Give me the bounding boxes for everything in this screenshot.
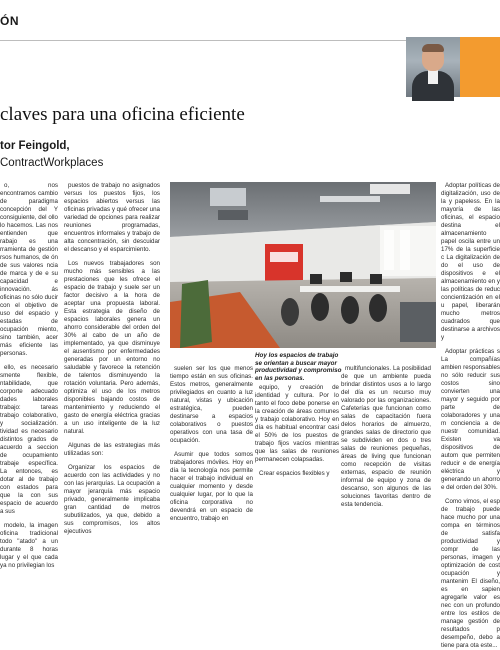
paragraph: Los nuevos trabajadores son mucho más sensibles a las prestaciones que les ofrece el espacio de trabajo y suele ser un factor decisivo a la hora de aceptar una propuesta laboral. Esta estrategia de diseño de espacios laborales genera un ahorro considerable del orden del 30% al cabo de un año de implementado, ya que disminuye el ausentismo por enfermedades generadas por un entorno no saludable y favorece la retención de talentos disminuyendo la rotación voluntaria. Pero además, optimiza el uso de los metros disponibles bajando costos de mantenimiento y reduciendo el gasto de energía eléctrica gracias a un uso inteligente de la luz natural. bbox=[64, 260, 160, 435]
article-column-4 bbox=[255, 384, 339, 500]
paragraph: modelo, la imagen oficina tradicional todo "atado" a un durante 8 horas lugar y el que cada ya no privilegian los bbox=[0, 522, 58, 569]
office-photo bbox=[170, 182, 436, 348]
paragraph: Algunas de las estrategias más utilizadas son: bbox=[64, 442, 160, 457]
article-column-5 bbox=[341, 365, 431, 508]
paragraph: o, nos encontramos cambio de paradigma concepción del Y consiguiente, del ollo lo hacemos. Las nos entienden que rabajo es una rramienta de gestión rsos humanos, de ón de sus valores ncia de marca y de e su capacidad e innovación. ás oficinas no sólo ducir con el objetivo de uso del espacio y estadas de ocupación miento, sino también, acer más eficiente las personas. bbox=[0, 182, 58, 357]
section-label: ÓN bbox=[0, 14, 19, 28]
paragraph: Como vimos, el esp de trabajo puede hace mucho por una compa en términos de satisfa productividad y compr de las personas, imagen y optimización de cost ocupación y mantenim El diseño, es en sapien agregarle valor es nec con un profundo entre los estilos de manage gestión de resultados p desempeño, debo a tiene para ota este... bbox=[441, 498, 500, 649]
paragraph: equipo, y creación de identidad y cultura. Por lo tanto el foco debe ponerse en la creación de áreas comunes y trabajo colaborativo. Hoy en día es habitual encontrar casi el 50% de los puestos de trabajo fijos vacíos mientras que las salas de reuniones permanecen colapsadas. bbox=[255, 384, 339, 463]
article-headline: claves para una oficina eficiente bbox=[0, 104, 245, 125]
paragraph: Organizar los espacios de acuerdo con las actividades y no con las jerarquías. La ocupación a mayor jerarquía más espacio privado, generalmente implicaba gran cantidad de metros subutilizados, ya que, debido a sus compromisos, los altos ejecutivos bbox=[64, 464, 160, 535]
portrait-hair bbox=[422, 44, 444, 52]
portrait-shirt bbox=[428, 70, 438, 84]
paragraph: puestos de trabajo no asignados versus los puestos fijos, los espacios abiertos versus las oficinas privadas y qué ofrecer una variedad de opciones para realizar reuniones programadas, encuentros informales y trabajo de alta concentración, sin descuidar el descanso y el esparcimiento. bbox=[64, 182, 160, 253]
author-portrait bbox=[406, 37, 460, 97]
office-photo-illustration bbox=[170, 182, 436, 348]
paragraph: Adoptar prácticas s La compañías ambien responsables no sólo reducir sus costos sino convierten una mayor y seguido por parte de colaboradores y una m conciencia a de nuestr comunidad. Existen va dispositivos de autom que permiten reducir e de energía eléctrica y generando un ahorro e del orden del 30%. bbox=[441, 348, 500, 491]
author-name: tor Feingold, bbox=[0, 140, 70, 152]
section-header-band bbox=[0, 0, 500, 40]
paragraph: ello, es necesario smente flexible, ntabilidade, que corporte adecuado dades laborales trabajo: tareas trabajo colaborativo, y socialización. tividad es necesario distintos grados de acuerdo a seccion de ocupamiento trabaje específica. La entonces, es dotar al de trabajo con estados para que la con sus espacio de acuerdo a sus bbox=[0, 364, 58, 515]
author-affiliation: ContractWorkplaces bbox=[0, 157, 104, 169]
paragraph: Crear espacios flexibles y bbox=[259, 470, 330, 477]
paragraph: Adoptar políticas de digitalización, uso de la y papeless. En la mayoría de las oficinas, el espacio destina el almacenamiento papel oscila entre un 17% de la superficie c La digitalización de do el uso de dispositivos e el almacenamiento en y las políticas de reduc concientización en el u papel, liberarán mucho metros cuadrados que destinarse a archivos y bbox=[441, 182, 500, 341]
article-column-2 bbox=[64, 182, 160, 535]
paragraph: suelen ser los que menos tiempo están en sus oficinas. Estos metros, generalmente privilegiados en cuanto a luz natural, vistas y ubicación estratégica, pueden destinarse a espacios colaborativos o puestos operativos con una tasa de ocupación. bbox=[170, 365, 253, 444]
photo-caption: Hoy los espacios de trabajo se orientan a buscar mayor productividad y compromiso en las personas. bbox=[255, 352, 342, 382]
accent-bar bbox=[460, 37, 500, 97]
paragraph: Asumir que todos somos trabajadores móviles. Hoy en día la tecnología nos permite hacer el trabajo individual en cualquier momento y desde cualquier lugar, por lo que la oficina corporativa no devendrá en un espacio de encuentro, trabajo en bbox=[170, 451, 253, 522]
paragraph: multifuncionales. La posibilidad de que un ambiente pueda brindar distintos usos a lo largo del día es un recurso muy valorado por las organizaciones. Cafeterías que funcionan como salas de capacitación fuera delos horarios de almuerzo, grandes salas de directorio que se subdividen en dos o tres salas de reuniones pequeñas, áreas de living que funcionan como recepción de visitas externas, espacio de reunión informal de equipo y zona de descanso, son algunos de las soluciones favoritas dentro de esta tendencia. bbox=[341, 365, 431, 508]
article-column-1 bbox=[0, 182, 58, 569]
article-column-6 bbox=[441, 182, 500, 649]
article-column-3 bbox=[170, 365, 253, 522]
